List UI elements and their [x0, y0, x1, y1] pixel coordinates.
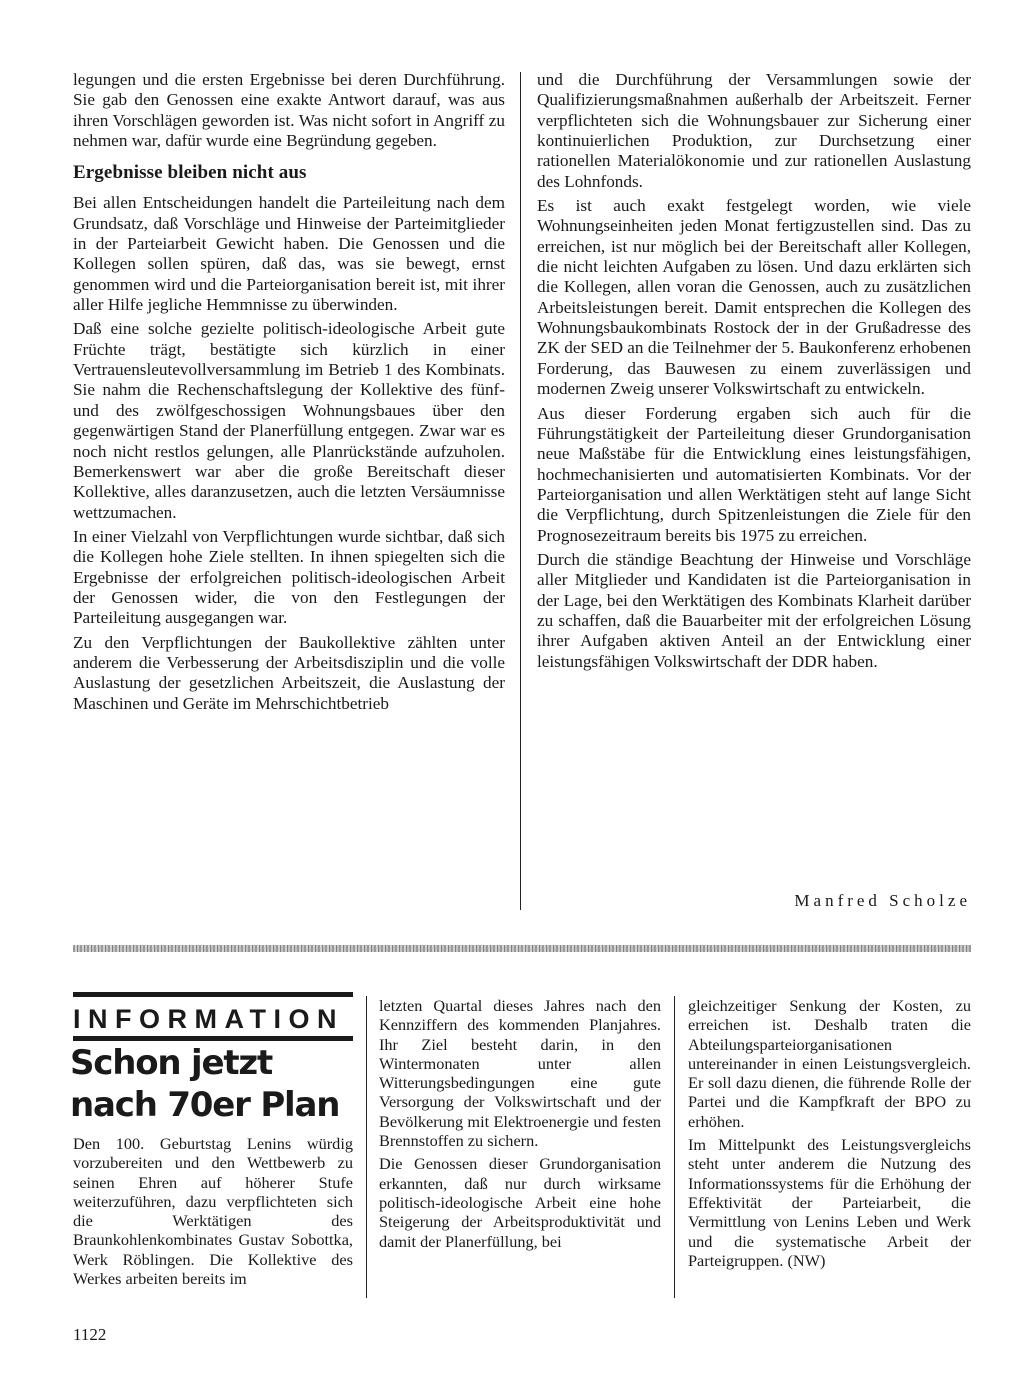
- info-top-bar: [73, 992, 353, 997]
- info-column-2: [379, 996, 661, 1255]
- info-column-1: [73, 1134, 353, 1292]
- article-paragraph: Daß eine solche gezielte politisch-ideologische Arbeit gute Früchte trägt, bestätigte sich kürzlich in einer Vertrauensleutevollversammlung im Betrieb 1 des Kombinats. Sie nahm die Rechenschaftslegung der Kollektive des fünf- und des zwölfgeschossigen Wohnungsbaues über den gegenwärtigen Stand der Planerfüllung entgegen. Zwar war es noch nicht restlos gelungen, alle Planrückstände aufzuholen. Bemerkenswert war aber die große Bereitschaft dieser Kollektive, alles daranzusetzen, auch die letzten Versäumnisse wettzumachen.: [73, 319, 505, 522]
- info-column-3: [688, 996, 971, 1274]
- page-number: 1122: [73, 1325, 107, 1344]
- article-right-column: [537, 70, 971, 676]
- article-paragraph: Bei allen Entscheidungen handelt die Parteileitung nach dem Grundsatz, daß Vorschläge und Hinweise der Parteimitglieder in der Parteiarbeit Gewicht haben. Die Genossen und die Kollegen sollen spüren, daß das, was sie bewegt, ernst genommen wird und die Parteiorganisation bereit ist, mit ihrer aller Hilfe jegliche Hemmnisse zu überwinden.: [73, 193, 505, 315]
- info-label: INFORMATION: [73, 1004, 344, 1034]
- article-paragraph: Zu den Verpflichtungen der Baukollektive zählten unter anderem die Verbesserung der Arbeitsdisziplin und die volle Auslastung der gesetzlichen Arbeitszeit, die Auslastung der Maschinen und Geräte im Mehrschichtbetrieb: [73, 632, 505, 713]
- section-divider: [73, 945, 971, 952]
- info-headline: [70, 1042, 360, 1126]
- info-paragraph: Im Mittelpunkt des Leistungsvergleichs steht unter anderem die Nutzung des Informationssystems für die Erhöhung der Effektivität der Parteiarbeit, die Vermittlung von Lenins Leben und Werk und die systematische Arbeit der Parteigruppen. (NW): [688, 1135, 971, 1270]
- info-column-divider: [366, 996, 367, 1298]
- article-paragraph: In einer Vielzahl von Verpflichtungen wurde sichtbar, daß sich die Kollegen hohe Ziele stellten. In ihnen spiegelten sich die Ergebnisse der erfolgreichen politisch-ideologischen Arbeit der Genossen wider, die von den Festlegungen der Parteileitung ausgegangen war.: [73, 526, 505, 628]
- article-author: Manfred Scholze: [794, 891, 971, 910]
- article-paragraph: Aus dieser Forderung ergaben sich auch für die Führungstätigkeit der Parteileitung dieser Grundorganisation neue Maßstäbe für die Entwicklung eines leistungsfähigen, hochmechanisierten und automatisierten Kombinats. Vor der Parteiorganisation und allen Werktätigen steht auf lange Sicht die Verpflichtung, durch Spitzenleistungen die Ziele für den Prognosezeitraum bereits bis 1975 zu erreichen.: [537, 403, 971, 545]
- column-divider-line: [520, 72, 521, 910]
- info-paragraph: letzten Quartal dieses Jahres nach den Kennziffern des kommenden Planjahres. Ihr Ziel besteht darin, in den Wintermonaten unter allen Witterungsbedingungen eine gute Versorgung der Volkswirtschaft und der Bevölkerung mit Elektroenergie und festen Brennstoffen zu sichern.: [379, 996, 661, 1151]
- info-paragraph: Die Genossen dieser Grundorganisation erkannten, daß nur durch wirksame politisch-ideologische Arbeit eine hohe Steigerung der Arbeitsproduktivität und damit der Planerfüllung, bei: [379, 1154, 661, 1251]
- article-subheading: Ergebnisse bleiben nicht aus: [73, 162, 307, 184]
- article-paragraph: Durch die ständige Beachtung der Hinweise und Vorschläge aller Mitglieder und Kandidaten ist die Parteiorganisation in der Lage, bei den Werktätigen des Kombinats Klarheit darüber zu schaffen, daß die Bauarbeiter mit der erfolgreichen Lösung ihrer Aufgaben aktiven Anteil an der Entwicklung einer leistungsfähigen Volkswirtschaft der DDR haben.: [537, 549, 971, 671]
- info-column-divider: [674, 996, 675, 1298]
- article-paragraph: legungen und die ersten Ergebnisse bei deren Durchführung. Sie gab den Genossen eine exakte Antwort darauf, was aus ihren Vorschlägen geworden ist. Was nicht sofort in Angriff zu nehmen war, dafür wurde eine Begründung gegeben.: [73, 70, 505, 151]
- info-paragraph: Den 100. Geburtstag Lenins würdig vorzubereiten und den Wettbewerb zu seinen Ehren auf höherer Stufe weiterzuführen, dazu verpflichteten sich die Werktätigen des Braunkohlenkombinates Gustav Sobottka, Werk Röblingen. Die Kollektive des Werkes arbeiten bereits im: [73, 1134, 353, 1289]
- info-headline-line2: nach 70er Plan: [70, 1085, 340, 1125]
- article-paragraph: Es ist auch exakt festgelegt worden, wie viele Wohnungseinheiten jeden Monat fertigzustellen sind. Das zu erreichen, ist nur möglich bei der Bereitschaft aller Kollegen, die nicht leichten Aufgaben zu lösen. Und dazu erklärten sich die Kollegen, allen voran die Genossen, auch zu zusätzlichen Arbeitsleistungen bereit. Damit entsprechen die Kollegen des Wohnungsbaukombinats Rostock der in der Grußadresse des ZK der SED an die Teilnehmer der 5. Baukonferenz erhobenen Forderung, das Bauwesen zu einem zuverlässigen und modernen Zweig unserer Volkswirtschaft zu entwickeln.: [537, 196, 971, 399]
- info-bottom-bar: [73, 1036, 353, 1041]
- info-paragraph: gleichzeitiger Senkung der Kosten, zu erreichen ist. Deshalb traten die Abteilungsparteiorganisationen untereinander in einen Leistungsvergleich. Er soll dazu dienen, die führende Rolle der Partei und die Kampfkraft der BPO zu erhöhen.: [688, 996, 971, 1131]
- article-paragraph: und die Durchführung der Versammlungen sowie der Qualifizierungsmaßnahmen außerhalb der Arbeitszeit. Ferner verpflichteten sich die Wohnungsbauer zur Sicherung einer kontinuierlichen Produktion, zur Durchsetzung einer rationellen Materialökonomie und zur rationellen Auslastung des Lohnfonds.: [537, 70, 971, 191]
- article-left-column: [73, 70, 505, 718]
- info-headline-line1: Schon jetzt: [70, 1043, 273, 1083]
